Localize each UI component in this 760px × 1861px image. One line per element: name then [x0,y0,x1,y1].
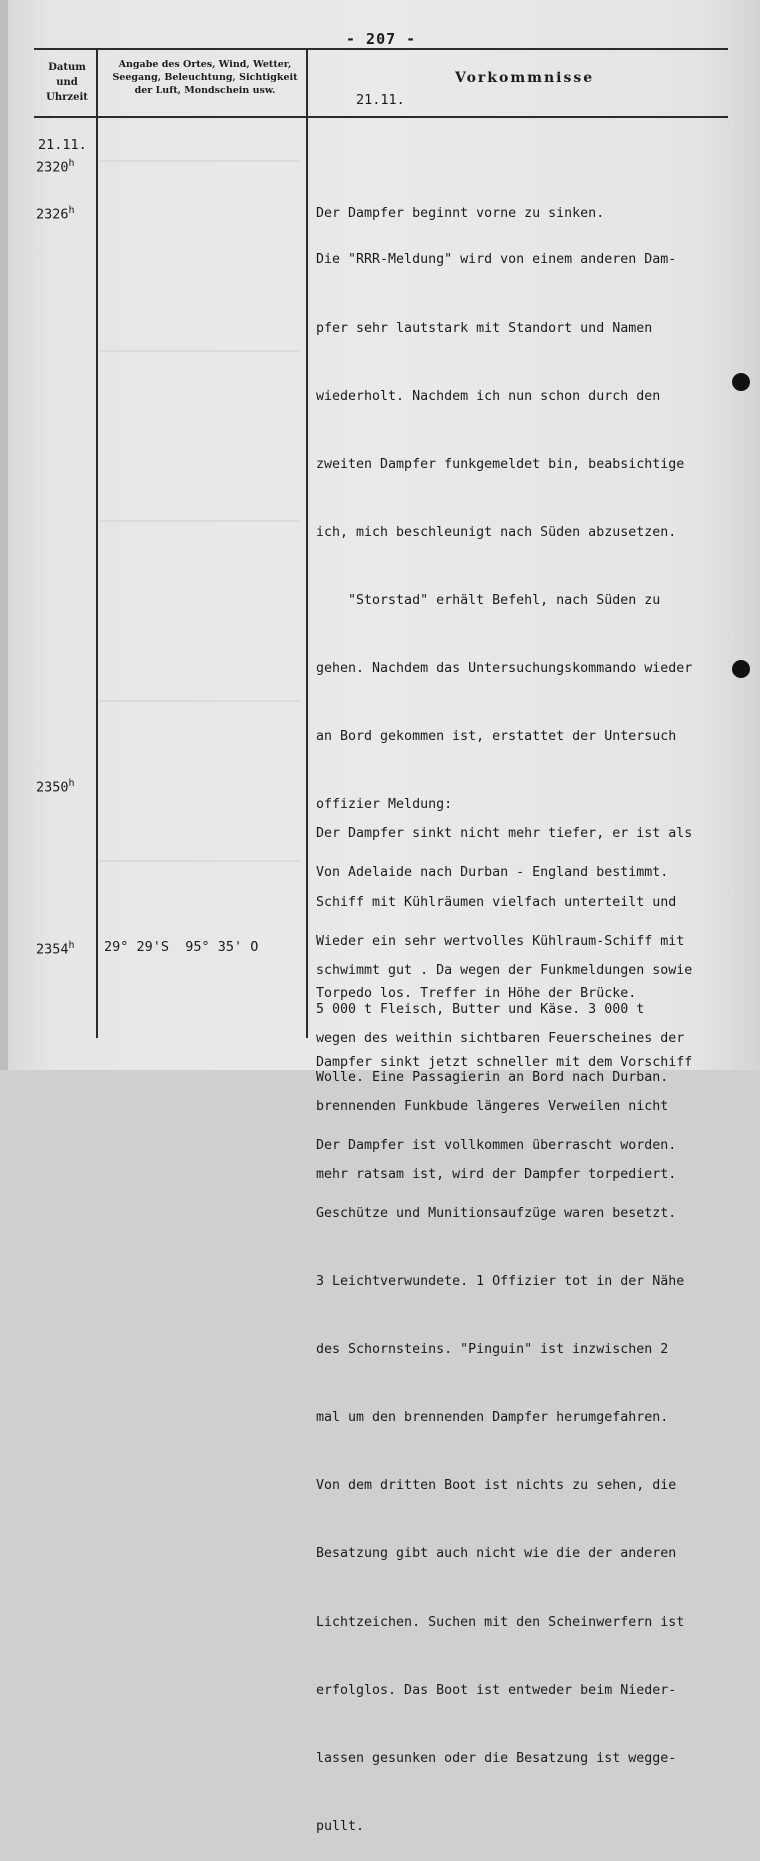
header-date-time-line: Uhrzeit [46,92,88,103]
header-place-weather-line: Seegang, Beleuchtung, Sichtigkeit [112,72,298,83]
entry-line: Der Dampfer beginnt vorne zu sinken. [316,206,605,222]
entry-line: pullt. [316,1818,365,1834]
entry-time-value: 2320 [36,159,69,176]
entry-line: 3 Leichtverwundete. 1 Offizier tot in der Nähe [316,1274,685,1290]
entry-line: offizier Meldung: [316,797,453,813]
entry-line: an Bord gekommen ist, erstattet der Untersuch [316,729,677,745]
entry-time-value: 2354 [36,941,69,958]
entry-line: gehen. Nachdem das Untersuchungskommando wieder [316,661,693,677]
entry-time-suffix: h [68,778,75,789]
header-date-time-line: und [56,77,78,88]
entry-line: ich, mich beschleunigt nach Süden abzusetzen. [316,524,677,540]
entry-line: des Schornsteins. "Pinguin" ist inzwischen 2 [316,1342,669,1358]
entry-time-suffix: h [68,158,75,169]
header-date-time-line: Datum [48,62,86,73]
entry-line: Lichtzeichen. Suchen mit den Scheinwerfern ist [316,1614,685,1630]
entry-line: Wieder ein sehr wertvolles Kühlraum-Schiff mit [316,933,685,949]
header-events-date: 21.11. [356,92,405,108]
bleed-through-line [100,520,300,522]
bleed-through-line [100,860,300,862]
punch-hole [732,660,750,678]
entry-time-value: 2350 [36,779,69,796]
entry-line: Schiff mit Kühlräumen vielfach unterteilt und [316,894,677,910]
entry-time-suffix: h [68,205,75,216]
entry-line: Von dem dritten Boot ist nichts zu sehen, die [316,1478,677,1494]
entry-line: 5 000 t Fleisch, Butter und Käse. 3 000 t [316,1001,645,1017]
entry-line: Der Dampfer ist vollkommen überrascht worden. [316,1137,677,1153]
entry-text [316,938,760,1097]
column-divider-datetime [96,48,98,1038]
header-place-weather [102,58,308,97]
table-top-rule [34,48,728,50]
table-header-rule [34,116,728,118]
entry-time [36,205,75,223]
entry-time-suffix: h [68,940,75,951]
bleed-through-line [100,350,300,352]
entry-line: Der Dampfer sinkt nicht mehr tiefer, er ist als [316,826,693,842]
entry-line: "Storstad" erhält Befehl, nach Süden zu [316,592,661,608]
entry-date: 21.11. [38,137,87,153]
punch-hole [732,373,750,391]
entry-line: zweiten Dampfer funkgemeldet bin, beabsichtige [316,456,685,472]
entry-time [36,778,75,796]
entry-line: Die "RRR-Meldung" wird von einem anderen Dam- [316,252,677,268]
entry-time-value: 2326 [36,206,69,223]
entry-position: 29° 29'S 95° 35' O [104,939,259,955]
header-date-time [36,60,98,105]
entry-time [36,158,75,176]
entry-line: Torpedo los. Treffer in Höhe der Brücke. [316,986,637,1002]
entry-line: Dampfer sinkt jetzt schneller mit dem Vorschiff [316,1054,693,1070]
entry-line: Von Adelaide nach Durban - England bestimmt. [316,865,669,881]
entry-line: mal um den brennenden Dampfer herumgefahren. [316,1410,669,1426]
entry-line: Wolle. Eine Passagierin an Bord nach Durban. [316,1069,669,1085]
page-number: - 207 - [346,30,417,48]
bleed-through-line [100,700,300,702]
entry-line: erfolglos. Das Boot ist entweder beim Nieder- [316,1682,677,1698]
entry-line: wiederholt. Nachdem ich nun schon durch den [316,388,661,404]
entry-line: schwimmt gut . Da wegen der Funkmeldungen sowie [316,962,693,978]
entry-line: wegen des weithin sichtbaren Feuerscheines der [316,1030,685,1046]
header-events-title: Vorkommnisse [455,70,595,86]
entry-line: mehr ratsam ist, wird der Dampfer torpediert. [316,1166,677,1182]
entry-line: lassen gesunken oder die Besatzung ist wegge- [316,1750,677,1766]
header-place-weather-line: der Luft, Mondschein usw. [134,85,276,96]
page-edge-shadow [0,0,8,1070]
bleed-through-line [100,160,300,162]
column-divider-place [306,48,308,1038]
header-place-weather-line: Angabe des Ortes, Wind, Wetter, [118,59,292,70]
entry-line: pfer sehr lautstark mit Standort und Namen [316,320,653,336]
entry-line: brennenden Funkbude längeres Verweilen nicht [316,1098,669,1114]
entry-line: Besatzung gibt auch nicht wie die der anderen [316,1546,677,1562]
entry-time [36,940,75,958]
entry-line: Geschütze und Munitionsaufzüge waren besetzt. [316,1205,677,1221]
